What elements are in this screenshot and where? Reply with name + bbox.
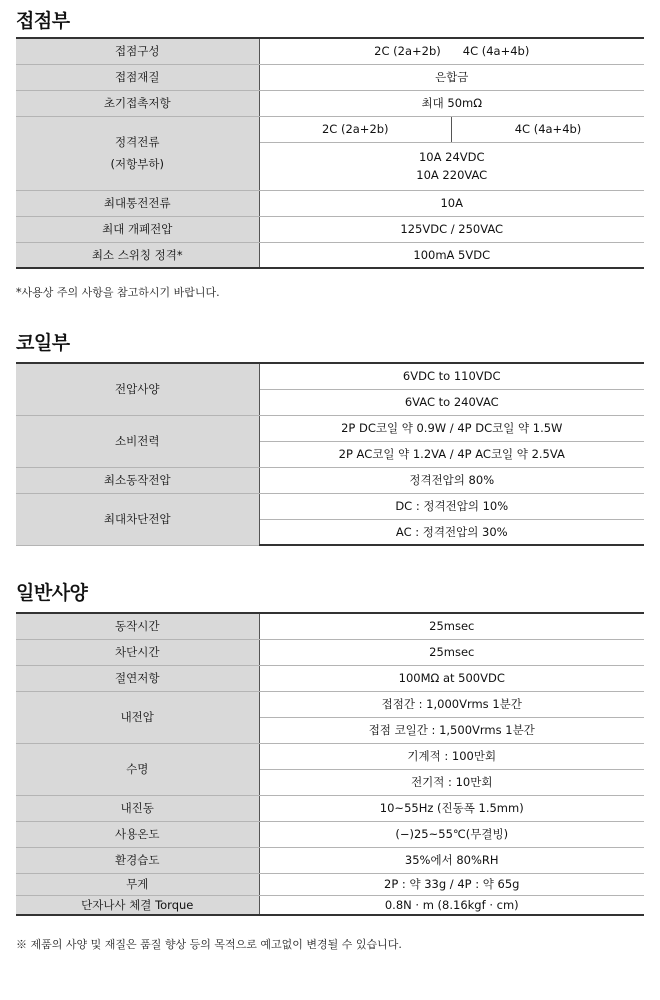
table-row [16, 873, 644, 895]
table-row [16, 639, 644, 665]
rated-label-line2: (저항부하) [110, 157, 164, 171]
row-value: 100MΩ at 500VDC [259, 665, 644, 691]
row-value: 은합금 [259, 64, 644, 90]
row-label: 소비전력 [16, 415, 259, 467]
row-value: 기계적 : 100만회 [259, 743, 644, 769]
config-4c: 4C (4a+4b) [462, 44, 530, 59]
row-value: 접점 코일간 : 1,500Vrms 1분간 [259, 717, 644, 743]
table-row [16, 64, 644, 90]
table-row [16, 363, 644, 389]
row-label: 단자나사 체결 Torque [16, 895, 259, 915]
row-value: 10~55Hz (진동폭 1.5mm) [259, 795, 644, 821]
table-row [16, 116, 644, 142]
row-label: 수명 [16, 743, 259, 795]
row-label [16, 116, 259, 190]
general-spec-table [16, 612, 644, 916]
config-2c: 2C (2a+2b) [374, 44, 441, 59]
table-row [16, 38, 644, 64]
row-value: (−)25~55℃(무결빙) [259, 821, 644, 847]
row-value: 0.8N · m (8.16kgf · cm) [259, 895, 644, 915]
table-row [16, 795, 644, 821]
rated-value-dc: 10A 24VDC [418, 150, 485, 164]
row-label: 최소 스위칭 정격* [16, 242, 259, 268]
row-label: 최소동작전압 [16, 467, 259, 493]
table-row [16, 895, 644, 915]
table-row [16, 90, 644, 116]
row-value: AC : 정격전압의 30% [259, 519, 644, 545]
row-value: 100mA 5VDC [259, 242, 644, 268]
rated-value-ac: 10A 220VAC [416, 168, 488, 182]
contact-note: *사용상 주의 사항을 참고하시기 바랍니다. [16, 286, 220, 299]
table-row [16, 467, 644, 493]
row-label: 절연저항 [16, 665, 259, 691]
rated-label-line1: 정격전류 [115, 135, 160, 149]
row-value: 35%에서 80%RH [259, 847, 644, 873]
row-value: 10A [259, 190, 644, 216]
row-label: 환경습도 [16, 847, 259, 873]
row-value: 정격전압의 80% [259, 467, 644, 493]
row-value [259, 142, 644, 190]
table-row [16, 847, 644, 873]
row-value: 2P : 약 33g / 4P : 약 65g [259, 873, 644, 895]
row-label: 접점재질 [16, 64, 259, 90]
row-label: 전압사양 [16, 363, 259, 415]
row-value: 125VDC / 250VAC [259, 216, 644, 242]
row-label: 차단시간 [16, 639, 259, 665]
table-row [16, 691, 644, 717]
row-value: 최대 50mΩ [259, 90, 644, 116]
row-value: 접점간 : 1,000Vrms 1분간 [259, 691, 644, 717]
table-row [16, 493, 644, 519]
section-title-contact: 접점부 [16, 10, 70, 32]
table-row [16, 216, 644, 242]
row-value: DC : 정격전압의 10% [259, 493, 644, 519]
table-row [16, 821, 644, 847]
section-title-general: 일반사양 [16, 582, 88, 604]
row-value: 25msec [259, 613, 644, 639]
row-label: 무게 [16, 873, 259, 895]
table-row [16, 242, 644, 268]
row-label: 최대통전전류 [16, 190, 259, 216]
row-value: 6VAC to 240VAC [259, 389, 644, 415]
rated-col-4c: 4C (4a+4b) [452, 116, 645, 142]
row-label: 최대 개폐전압 [16, 216, 259, 242]
row-value: 전기적 : 10만회 [259, 769, 644, 795]
row-label: 내진동 [16, 795, 259, 821]
table-row [16, 743, 644, 769]
row-value: 6VDC to 110VDC [259, 363, 644, 389]
row-label: 사용온도 [16, 821, 259, 847]
row-label: 내전압 [16, 691, 259, 743]
rated-col-2c: 2C (2a+2b) [259, 116, 452, 142]
general-note: ※ 제품의 사양 및 재질은 품질 향상 등의 목적으로 예고없이 변경될 수 있습니다. [16, 938, 402, 951]
row-label: 최대차단전압 [16, 493, 259, 545]
coil-spec-table [16, 362, 644, 546]
contact-spec-table [16, 37, 644, 269]
table-row [16, 665, 644, 691]
table-row [16, 415, 644, 441]
section-title-coil: 코일부 [16, 332, 70, 354]
row-value: 2P AC코일 약 1.2VA / 4P AC코일 약 2.5VA [259, 441, 644, 467]
row-value: 2P DC코일 약 0.9W / 4P DC코일 약 1.5W [259, 415, 644, 441]
table-row [16, 190, 644, 216]
table-row [16, 613, 644, 639]
row-value: 25msec [259, 639, 644, 665]
row-label: 접점구성 [16, 38, 259, 64]
row-label: 동작시간 [16, 613, 259, 639]
row-value [259, 38, 644, 64]
row-label: 초기접촉저항 [16, 90, 259, 116]
